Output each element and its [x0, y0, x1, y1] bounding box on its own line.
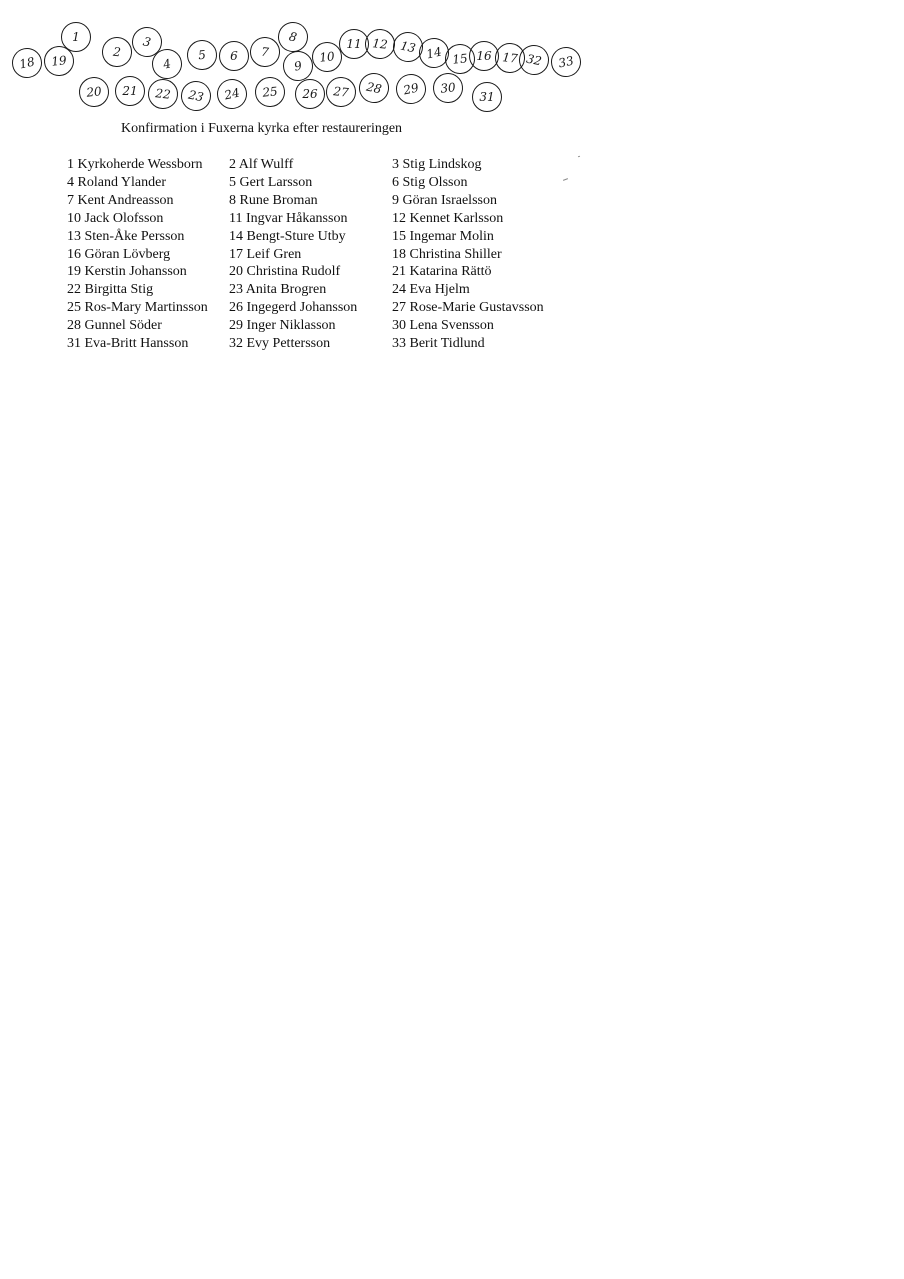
seat-number: 20: [85, 84, 103, 100]
name-entry: 10 Jack Olofsson: [67, 210, 164, 226]
name-entry: 11 Ingvar Håkansson: [229, 210, 348, 226]
name-entry: 17 Leif Gren: [229, 246, 302, 262]
seat-number: 8: [287, 29, 299, 45]
name-entry: 25 Ros-Mary Martinsson: [67, 300, 208, 316]
name-entry: 14 Bengt-Sture Utby: [229, 228, 346, 244]
seat-number: 22: [154, 86, 172, 102]
name-entry: 5 Gert Larsson: [229, 174, 313, 190]
seat-circle: [393, 71, 429, 107]
name-entry: 16 Göran Lövberg: [67, 246, 171, 262]
name-entry: 19 Kerstin Johansson: [67, 264, 187, 280]
name-entry: 15 Ingemar Molin: [392, 228, 494, 244]
seat-number: 16: [476, 49, 492, 63]
seat-circle: [147, 78, 180, 111]
seat-number: 31: [479, 90, 495, 104]
name-entry: 29 Inger Niklasson: [229, 318, 336, 334]
name-entry: 18 Christina Shiller: [392, 246, 502, 262]
seat-circle: [214, 76, 250, 112]
seat-circle: [356, 70, 392, 106]
name-entry: 3 Stig Lindskog: [392, 157, 482, 172]
name-entry: 12 Kennet Karlsson: [392, 210, 504, 226]
name-entry: 4 Roland Ylander: [67, 174, 167, 190]
seat-number: 21: [122, 84, 138, 98]
seat-number: 12: [371, 36, 389, 52]
seat-circle: [178, 78, 214, 114]
seat-number: 4: [161, 56, 173, 72]
seat-number: 14: [425, 44, 443, 62]
name-entry: 20 Christina Rudolf: [229, 264, 341, 280]
seat-circle: [101, 36, 134, 69]
name-list: [67, 157, 587, 357]
seat-number: 23: [187, 87, 205, 105]
name-entry: 13 Sten-Åke Persson: [67, 228, 185, 244]
seat-circle: [254, 76, 287, 109]
seat-number: 33: [557, 53, 575, 71]
seat-circle: [249, 36, 282, 69]
seat-number: 26: [302, 87, 318, 101]
seat-circle: [325, 76, 358, 109]
seat-circle: [432, 72, 465, 105]
name-entry: 24 Eva Hjelm: [392, 282, 470, 298]
name-entry: 31 Eva-Britt Hansson: [67, 336, 189, 351]
seat-number: 15: [451, 51, 469, 67]
seat-circle: [115, 76, 145, 106]
seat-number: 6: [230, 49, 238, 63]
page-title: Konfirmation i Fuxerna kyrka efter restaureringen: [121, 121, 403, 136]
name-entry: 8 Rune Broman: [229, 192, 318, 208]
name-entry: 27 Rose-Marie Gustavsson: [392, 300, 544, 316]
name-entry: 6 Stig Olsson: [392, 174, 468, 190]
seat-number: 18: [18, 54, 36, 72]
seat-number: 9: [292, 58, 304, 74]
name-entry: 28 Gunnel Söder: [67, 318, 162, 334]
seat-number: 3: [141, 34, 153, 50]
name-entry: 23 Anita Brogren: [229, 282, 327, 298]
seat-number: 2: [112, 44, 122, 60]
seat-circle: [472, 82, 502, 112]
seat-circle: [364, 28, 397, 61]
seat-number: 25: [261, 84, 279, 100]
seat-circle: [186, 39, 219, 72]
name-entry: 2 Alf Wulff: [229, 157, 294, 172]
seat-number: 17: [501, 50, 519, 66]
seat-circle: [219, 41, 249, 71]
name-entry: 26 Ingegerd Johansson: [229, 300, 358, 316]
seat-number: 10: [318, 49, 336, 65]
seat-number: 7: [260, 44, 270, 60]
seat-number: 5: [197, 47, 207, 63]
seat-number: 24: [223, 85, 241, 103]
name-entry: 21 Katarina Rättö: [392, 264, 492, 280]
name-entry: 1 Kyrkoherde Wessborn: [67, 157, 203, 172]
seat-number: 27: [332, 84, 350, 100]
seat-number: 13: [399, 38, 417, 56]
seat-number: 30: [439, 80, 457, 96]
seat-number: 29: [402, 80, 420, 98]
seat-circle: [295, 79, 325, 109]
seat-circle: [61, 22, 91, 52]
name-entry: 7 Kent Andreasson: [67, 192, 174, 208]
seat-number: 19: [50, 53, 68, 69]
name-entry: 33 Berit Tidlund: [392, 336, 485, 351]
seat-circle: [548, 44, 584, 80]
name-entry: 30 Lena Svensson: [392, 318, 494, 334]
seat-number: 32: [525, 51, 543, 69]
name-entry: 22 Birgitta Stig: [67, 282, 154, 298]
name-entry: 9 Göran Israelsson: [392, 192, 497, 208]
seating-diagram: [0, 0, 904, 130]
seat-circle: [78, 76, 111, 109]
name-entry: 32 Evy Pettersson: [229, 336, 331, 351]
seat-circle: [9, 45, 45, 81]
seat-number: 28: [365, 79, 383, 97]
seat-circle: [275, 19, 311, 55]
seat-number: 11: [346, 37, 362, 51]
seat-number: 1: [72, 30, 80, 44]
